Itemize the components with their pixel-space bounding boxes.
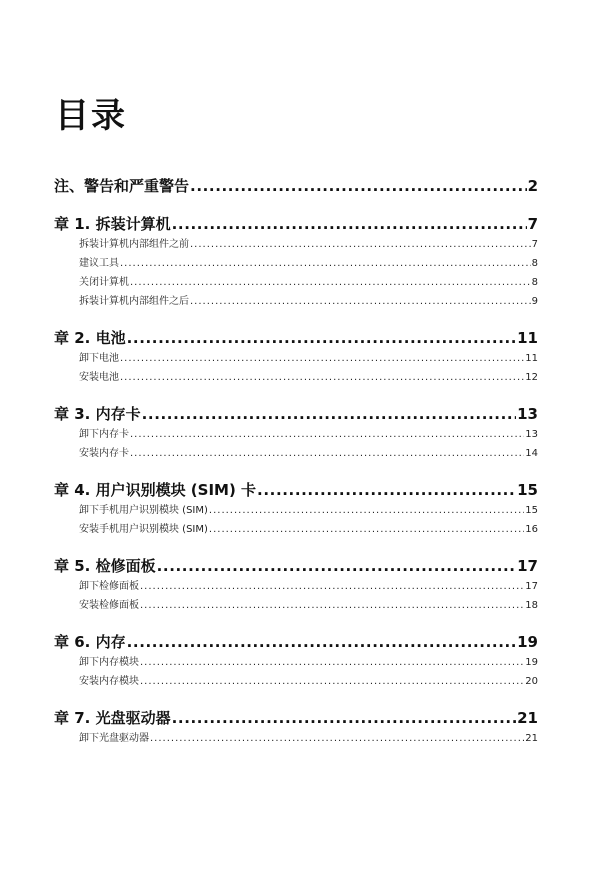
toc-page-number: 8: [531, 277, 538, 288]
toc-page-number: 15: [517, 481, 538, 499]
toc-entry-label: 安装内存模块: [79, 676, 139, 687]
dot-leader: [172, 708, 517, 729]
toc-page-number: 21: [525, 733, 538, 744]
toc-entry-label: 章 7. 光盘驱动器: [54, 709, 171, 727]
toc-section[interactable]: [54, 349, 538, 368]
toc-chapter-5[interactable]: [54, 556, 538, 577]
toc-page-number: 8: [531, 258, 538, 269]
toc-page-number: 14: [525, 448, 538, 459]
toc-section[interactable]: [54, 729, 538, 748]
dot-leader: [140, 672, 524, 691]
toc-page-number: 13: [517, 405, 538, 423]
toc-chapter-6[interactable]: [54, 632, 538, 653]
toc-chapter-7[interactable]: [54, 708, 538, 729]
dot-leader: [140, 653, 524, 672]
toc-section[interactable]: [54, 368, 538, 387]
toc-section[interactable]: [54, 653, 538, 672]
toc-section[interactable]: [54, 273, 538, 292]
dot-leader: [172, 214, 527, 235]
toc-section[interactable]: [54, 520, 538, 539]
dot-leader: [130, 425, 524, 444]
toc-page-number: 21: [517, 709, 538, 727]
toc-entry-label: 安装电池: [79, 372, 119, 383]
toc-page-number: 7: [531, 239, 538, 250]
dot-leader: [209, 520, 524, 539]
toc-page-number: 17: [525, 581, 538, 592]
toc-entry-label: 拆装计算机内部组件之后: [79, 296, 189, 307]
dot-leader: [209, 501, 524, 520]
toc-entry-label: 章 6. 内存: [54, 633, 126, 651]
dot-leader: [142, 404, 517, 425]
toc-entry-label: 章 4. 用户识别模块 (SIM) 卡: [54, 481, 257, 499]
dot-leader: [120, 368, 524, 387]
toc-page-number: 11: [517, 329, 538, 347]
dot-leader: [140, 577, 524, 596]
toc-section[interactable]: [54, 292, 538, 311]
toc-entry-label: 章 3. 内存卡: [54, 405, 141, 423]
toc-page-number: 16: [525, 524, 538, 535]
toc-section[interactable]: [54, 254, 538, 273]
toc-page-number: 9: [531, 296, 538, 307]
toc-entry-label: 章 1. 拆装计算机: [54, 215, 171, 233]
toc-page-number: 20: [525, 676, 538, 687]
dot-leader: [120, 254, 531, 273]
dot-leader: [150, 729, 524, 748]
toc-section[interactable]: [54, 672, 538, 691]
toc-entry-label: 安装内存卡: [79, 448, 129, 459]
toc-chapter-1[interactable]: [54, 214, 538, 235]
page-title: 目录: [55, 96, 127, 136]
dot-leader: [120, 349, 524, 368]
toc-entry-notes[interactable]: [54, 176, 538, 197]
toc-entry-label: 安装手机用户识别模块 (SIM): [79, 524, 208, 535]
toc-entry-label: 拆装计算机内部组件之前: [79, 239, 189, 250]
toc-entry-label: 注、警告和严重警告: [54, 177, 190, 195]
toc-chapter-2[interactable]: [54, 328, 538, 349]
toc-entry-label: 卸下手机用户识别模块 (SIM): [79, 505, 208, 516]
toc-entry-label: 关闭计算机: [79, 277, 129, 288]
toc-section[interactable]: [54, 425, 538, 444]
table-of-contents: [54, 176, 538, 748]
dot-leader: [190, 235, 531, 254]
toc-section[interactable]: [54, 444, 538, 463]
toc-section[interactable]: [54, 596, 538, 615]
toc-page-number: 2: [527, 177, 538, 195]
toc-page-number: 7: [527, 215, 538, 233]
toc-chapter-3[interactable]: [54, 404, 538, 425]
toc-chapter-4[interactable]: [54, 480, 538, 501]
toc-entry-label: 安装检修面板: [79, 600, 139, 611]
toc-page-number: 13: [525, 429, 538, 440]
toc-entry-label: 卸下内存模块: [79, 657, 139, 668]
toc-page-number: 17: [517, 557, 538, 575]
dot-leader: [190, 176, 527, 197]
dot-leader: [257, 480, 516, 501]
toc-entry-label: 卸下检修面板: [79, 581, 139, 592]
dot-leader: [130, 444, 524, 463]
toc-page-number: 11: [525, 353, 538, 364]
toc-entry-label: 卸下内存卡: [79, 429, 129, 440]
toc-entry-label: 章 5. 检修面板: [54, 557, 156, 575]
dot-leader: [127, 632, 517, 653]
dot-leader: [157, 556, 517, 577]
toc-section[interactable]: [54, 577, 538, 596]
toc-page-number: 12: [525, 372, 538, 383]
toc-entry-label: 章 2. 电池: [54, 329, 126, 347]
toc-entry-label: 建议工具: [79, 258, 119, 269]
dot-leader: [190, 292, 531, 311]
toc-page-number: 19: [525, 657, 538, 668]
toc-entry-label: 卸下光盘驱动器: [79, 733, 149, 744]
toc-section[interactable]: [54, 501, 538, 520]
dot-leader: [140, 596, 524, 615]
toc-section[interactable]: [54, 235, 538, 254]
dot-leader: [130, 273, 531, 292]
toc-entry-label: 卸下电池: [79, 353, 119, 364]
toc-page-number: 18: [525, 600, 538, 611]
toc-page-number: 15: [525, 505, 538, 516]
dot-leader: [127, 328, 517, 349]
toc-page-number: 19: [517, 633, 538, 651]
